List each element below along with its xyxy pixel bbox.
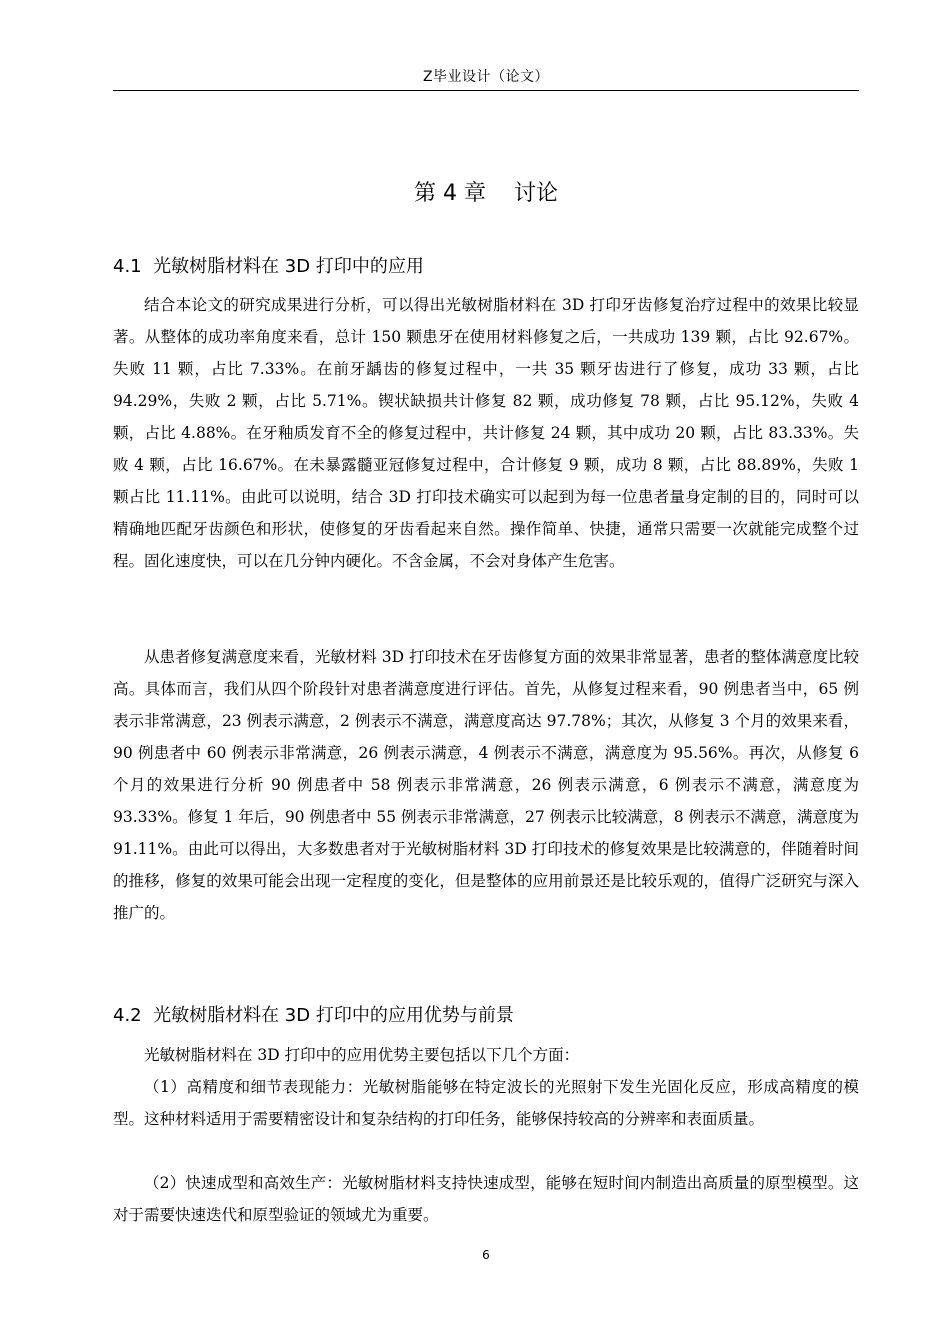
paragraph-4-1-satisfaction: 从患者修复满意度来看，光敏材料 3D 打印技术在牙齿修复方面的效果非常显著，患者的整体满意度比较高。具体而言，我们从四个阶段针对患者满意度进行评估。首先，从修复过程来看，90 例患者当中，65 例表示非常满意，23 例表示满意，2 例表示不满意，满意度高达 97.78%；其次，从修复 3 个月的效果来看，90 例患者中 60 例表示非常满意，26 例表示满意，4 例表示不满意，满意度为 95.56%。再次，从修复 6 个月的效果进行分析 90 例患者中 58 例表示非常满意，26 例表示满意，6 例表示不满意，满意度为 93.33%。修复 1 年后，90 例患者中 55 例表示非常满意，27 例表示比较满意，8 例表示不满意，满意度为 91.11%。由此可以得出，大多数患者对于光敏树脂材料 3D 打印技术的修复效果是比较满意的，伴随着时间的推移，修复的效果可能会出现一定程度的变化，但是整体的应用前景还是比较乐观的，值得广泛研究与深入推广的。 (113, 648, 859, 922)
paragraph-4-1-success-rates: 结合本论文的研究成果进行分析，可以得出光敏树脂材料在 3D 打印牙齿修复治疗过程中的效果比较显著。从整体的成功率角度来看，总计 150 颗患牙在使用材料修复之后，一共成功 139 颗，占比 92.67%。失败 11 颗，占比 7.33%。在前牙龋齿的修复过程中，一共 35 颗牙齿进行了修复，成功 33 颗，占比 94.29%，失败 2 颗，占比 5.71%。锲状缺损共计修复 82 颗，成功修复 78 颗，占比 95.12%，失败 4 颗，占比 4.88%。在牙釉质发育不全的修复过程中，共计修复 24 颗，其中成功 20 颗，占比 83.33%。失败 4 颗，占比 16.67%。在未暴露髓亚冠修复过程中，合计修复 9 颗，成功 8 颗，占比 88.89%，失败 1 颗占比 11.11%。由此可以说明，结合 3D 打印技术确实可以起到为每一位患者量身定制的目的，同时可以精确地匹配牙齿颜色和形状，使修复的牙齿看起来自然。操作简单、快捷，通常只需要一次就能完成整个过程。固化速度快，可以在几分钟内硬化。不含金属，不会对身体产生危害。 (113, 296, 859, 570)
paragraph-4-2-item-2: （2）快速成型和高效生产：光敏树脂材料支持快速成型，能够在短时间内制造出高质量的原型模型。这对于需要快速迭代和原型验证的领域尤为重要。 (113, 1174, 859, 1224)
running-header: Z毕业设计（论文） (422, 69, 550, 85)
page-number: 6 (482, 1248, 490, 1262)
header-rule (113, 90, 859, 91)
chapter-title: 第 4 章 讨论 (414, 181, 558, 206)
paragraph-4-2-intro: 光敏树脂材料在 3D 打印中的应用优势主要包括以下几个方面： (144, 1046, 580, 1064)
section-title-4-1: 4.1 光敏树脂材料在 3D 打印中的应用 (113, 256, 424, 277)
section-title-4-2: 4.2 光敏树脂材料在 3D 打印中的应用优势与前景 (113, 1005, 514, 1026)
paragraph-4-2-item-1: （1）高精度和细节表现能力：光敏树脂能够在特定波长的光照射下发生光固化反应，形成高精度的模型。这种材料适用于需要精密设计和复杂结构的打印任务，能够保持较高的分辨率和表面质量。 (113, 1078, 859, 1128)
